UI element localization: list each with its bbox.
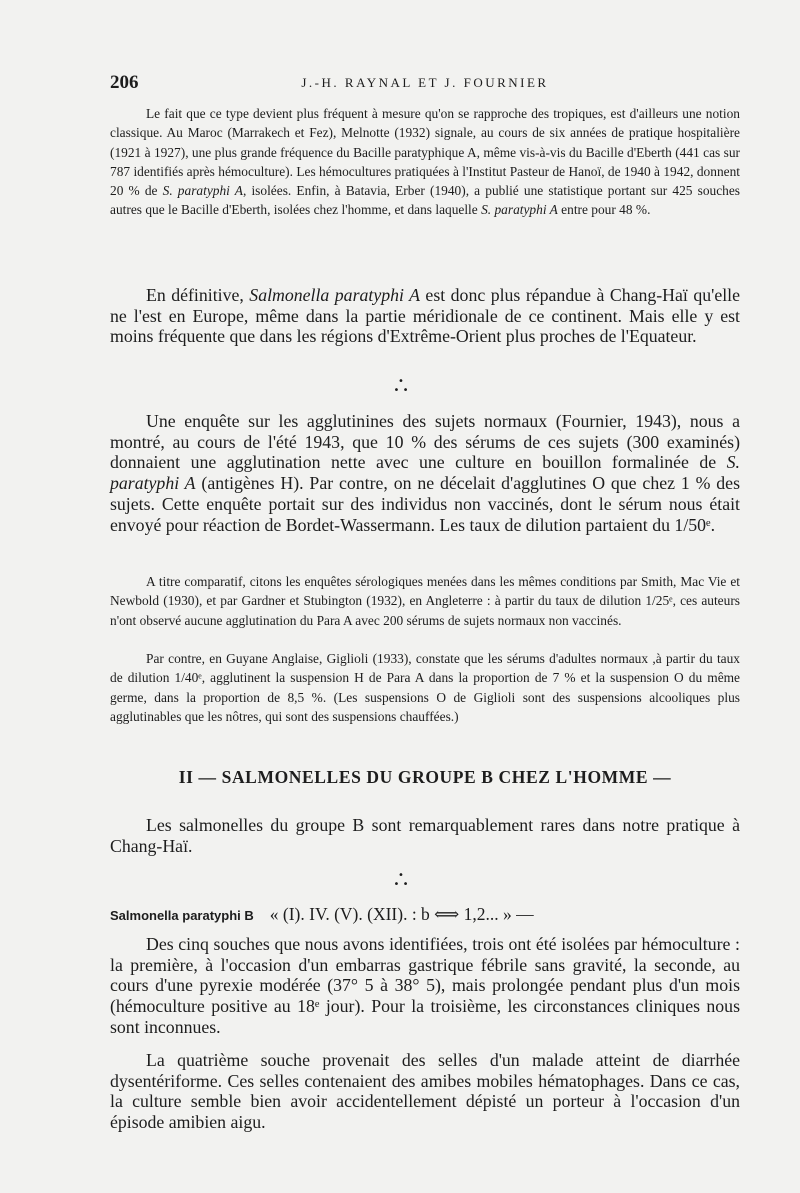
species-heading [110, 904, 740, 925]
italic-species-name: S. paratyphi A [481, 202, 558, 218]
text-run: En définitive, [146, 285, 250, 305]
section-heading: II — SALMONELLES DU GROUPE B CHEZ L'HOMME — [178, 767, 672, 787]
text-run: Des cinq souches que nous avons identifiées, trois ont été isolées par hémoculture : la première, à l'occasion d'un embarras gastrique fébrile sans gravité, la seconde, au cours d'une pyrexie modérée (37° 5 à 38° 5), mais prolongée pendant plus d'un mois (hémoculture positive au 18ᵉ jour). Pour la troisième, les circonstances cliniques nous sont inconnues. [110, 934, 740, 1037]
paragraph-five-strains [110, 934, 740, 1038]
text-run: est donc plus répandue à Chang-Haï qu'elle ne l'est en Europe, même dans la partie méridionale de ce continent. Mais elle y est moins fréquente que dans les régions d'Extrême-Orient plus proches de l'Equateur. [110, 285, 740, 347]
text-run: A titre comparatif, citons les enquêtes sérologiques menées dans les mêmes conditions par Smith, Mac Vie et Newbold (1930), et par Gardner et Stubington (1932), en Angleterre : à partir du taux de dilution 1/25ᵉ, ces auteurs n'ont observé aucune agglutination du Para A avec 200 sérums de sujets normaux non vaccinés. [110, 574, 740, 628]
page-number: 206 [110, 72, 139, 93]
text-run: Les salmonelles du groupe B sont remarquablement rares dans notre pratique à Chang-Haï. [110, 815, 740, 856]
paragraph-tropical-frequency [110, 104, 740, 220]
italic-species-name: S. paratyphi A [162, 183, 243, 199]
running-title: J.-H. RAYNAL ET J. FOURNIER [301, 75, 549, 90]
paragraph-agglutinin-survey [110, 411, 740, 535]
text-run: La quatrième souche provenait des selles d'un malade atteint de diarrhée dysentériforme. Ces selles contenaient des amibes mobiles hématophages. Dans ce cas, la culture semble bien avoir accidentellement dépisté un porteur à l'occasion d'un épisode amibien aigu. [110, 1050, 740, 1133]
italic-species-name: Salmonella paratyphi A [249, 285, 420, 305]
text-run: Par contre, en Guyane Anglaise, Giglioli (1933), constate que les sérums d'adultes normaux ,à partir du taux de dilution 1/40ᵉ, agglutinent la suspension H de Para A dans la proportion de 7 % et la suspension O du même germe, dans la proportion de 8,5 %. (Les suspensions O de Giglioli sont des suspensions alcooliques plus agglutinables que les nôtres, qui sont des suspensions chauffées.) [110, 651, 740, 724]
text-run: entre pour 48 %. [557, 202, 651, 218]
page-header [110, 72, 740, 92]
text-run: Le fait que ce type devient plus fréquent à mesure qu'on se rapproche des tropiques, est d'ailleurs une notion classique. Au Maroc (Marrakech et Fez), Melnotte (1932) signale, au cours de six années de pratique hospitalière (1921 à 1927), une plus grande fréquence du Bacille paratyphique A, même vis-à-vis du Bacille d'Eberth (441 cas sur 787 identifiés après hémoculture). Les hémocultures pratiquées à l'Institut Pasteur de Hanoï, de 1940 à 1942, donnent 20 % de [110, 106, 740, 199]
paragraph-fourth-strain [110, 1050, 740, 1133]
ornament-divider: • • • [393, 376, 409, 396]
paragraph-conclusion-paratyphi-a [110, 285, 740, 347]
paragraph-group-b-rare [110, 815, 740, 856]
paragraph-guyana-giglioli [110, 649, 740, 726]
paragraph-comparative-england [110, 572, 740, 630]
text-run: Une enquête sur les agglutinines des sujets normaux (Fournier, 1943), nous a montré, au cours de l'été 1943, que 10 % des sérums de ces sujets (300 examinés) donnaient une agglutination nette avec une culture en bouillon formalinée de [110, 411, 740, 473]
antigenic-formula: « (I). IV. (V). (XII). : b ⟺ 1,2... » — [269, 904, 534, 924]
species-name: Salmonella paratyphi B [110, 908, 254, 923]
ornament-divider-2: • • • [393, 870, 409, 890]
italic-species-name: S. paratyphi A [110, 452, 740, 494]
text-run: (antigènes H). Par contre, on ne décelait d'agglutines O que chez 1 % des sujets. Cette enquête portait sur des individus non vaccinés, dont le sérum nous était envoyé pour réaction de Bordet-Wassermann. Les taux de dilution partaient du 1/50ᵉ. [110, 473, 740, 535]
text-run: , isolées. Enfin, à Batavia, Erber (1940), a publié une statistique portant sur 425 souches autres que le Bacille d'Eberth, isolées chez l'homme, et dans laquelle [110, 183, 741, 218]
